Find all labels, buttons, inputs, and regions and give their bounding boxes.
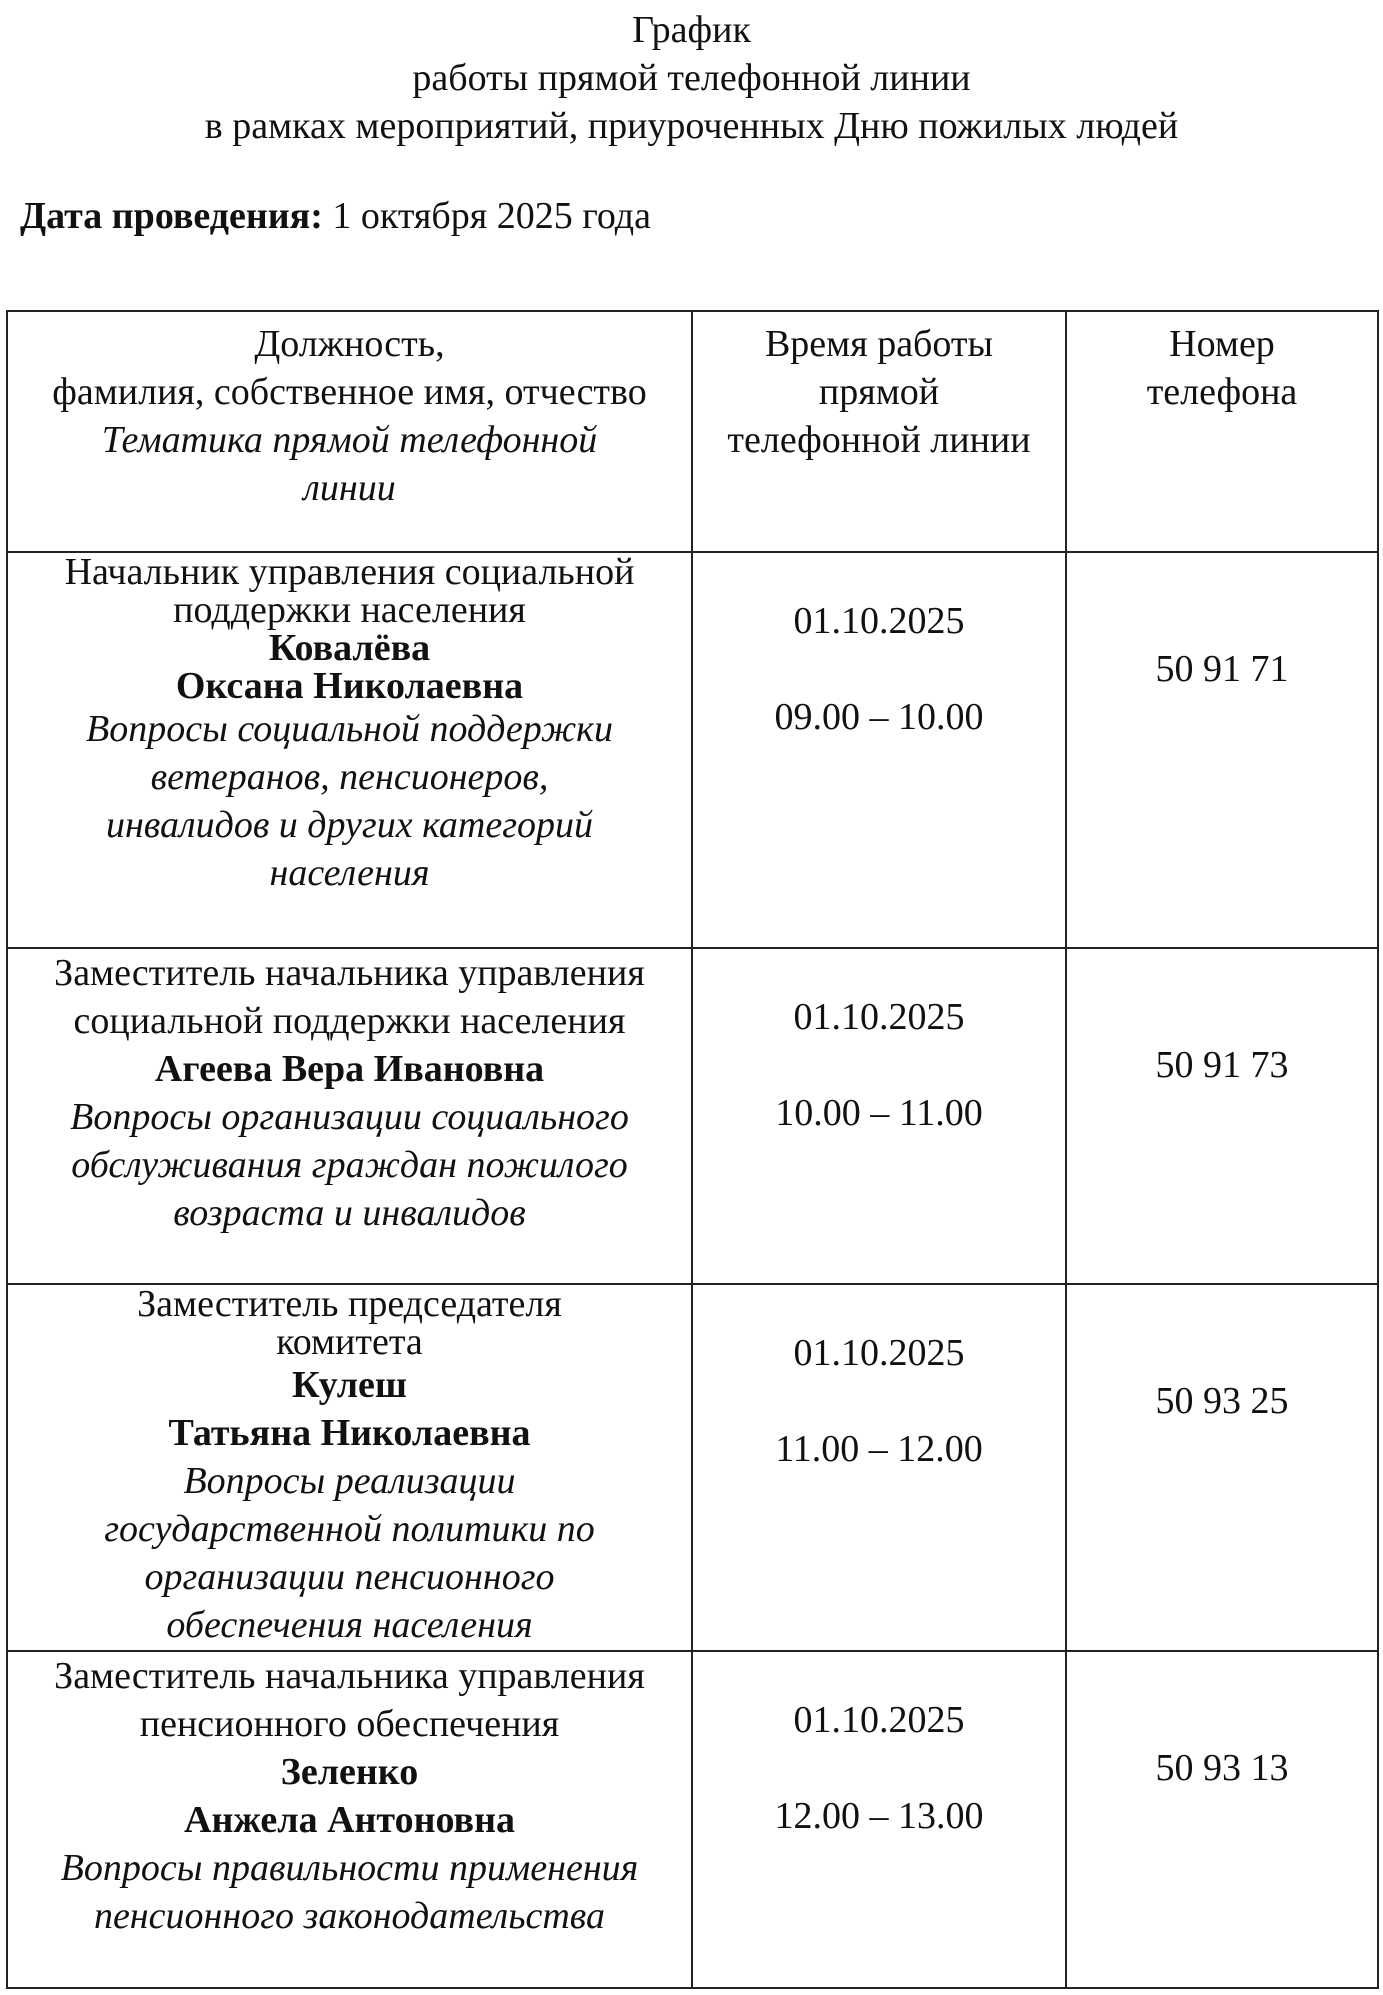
phone-number: 50 91 73 bbox=[1155, 1044, 1289, 1086]
topic-line: Вопросы реализации bbox=[183, 1460, 516, 1502]
person-name: Ковалёва bbox=[268, 627, 431, 669]
person-name: Оксана Николаевна bbox=[175, 665, 524, 707]
topic-line: Вопросы социальной поддержки bbox=[86, 708, 613, 750]
person-cell bbox=[7, 948, 692, 1284]
header-topic-line: линии bbox=[303, 467, 396, 509]
position-line: Заместитель председателя bbox=[137, 1283, 562, 1325]
topic-line: пенсионного законодательства bbox=[93, 1895, 606, 1937]
phone-cell bbox=[1066, 1651, 1378, 1988]
person-name: Агеева Вера Ивановна bbox=[154, 1048, 545, 1090]
header-time-line: прямой bbox=[818, 371, 940, 413]
header-position-line: Должность, bbox=[254, 323, 445, 365]
phone-cell bbox=[1066, 552, 1378, 948]
line-time: 09.00 – 10.00 bbox=[774, 696, 984, 738]
header-topic-line: Тематика прямой телефонной bbox=[101, 419, 598, 461]
phone-number: 50 91 71 bbox=[1155, 648, 1289, 690]
header-time-line: Время работы bbox=[764, 323, 994, 365]
topic-line: государственной политики по bbox=[104, 1508, 595, 1550]
topic-line: обслуживания граждан пожилого bbox=[71, 1144, 628, 1186]
position-line: пенсионного обеспечения bbox=[139, 1703, 560, 1745]
person-name: Кулеш bbox=[292, 1364, 407, 1406]
schedule-table bbox=[6, 310, 1379, 1989]
document-title bbox=[0, 6, 1383, 150]
phone-number: 50 93 13 bbox=[1155, 1747, 1289, 1789]
person-cell bbox=[7, 552, 692, 948]
person-name: Зеленко bbox=[280, 1751, 419, 1793]
event-date bbox=[20, 192, 651, 240]
time-cell bbox=[692, 1651, 1066, 1988]
header-phone-line: телефона bbox=[1146, 371, 1298, 413]
header-phone-line: Номер bbox=[1169, 323, 1275, 365]
position-line: Начальник управления социальной bbox=[64, 551, 635, 593]
topic-line: обеспечения населения bbox=[166, 1604, 533, 1646]
topic-line: инвалидов и других категорий bbox=[105, 804, 594, 846]
time-cell bbox=[692, 948, 1066, 1284]
person-cell bbox=[7, 1651, 692, 1988]
position-line: Заместитель начальника управления bbox=[54, 1655, 645, 1697]
header-time bbox=[692, 311, 1066, 552]
event-date-label: Дата проведения: bbox=[20, 195, 323, 237]
table-row bbox=[7, 948, 1378, 1284]
time-cell bbox=[692, 552, 1066, 948]
phone-cell bbox=[1066, 1284, 1378, 1651]
header-position-line: фамилия, собственное имя, отчество bbox=[52, 371, 647, 413]
phone-number: 50 93 25 bbox=[1155, 1380, 1289, 1422]
line-date: 01.10.2025 bbox=[793, 1699, 965, 1741]
person-cell bbox=[7, 1284, 692, 1651]
position-line: социальной поддержки населения bbox=[73, 1000, 626, 1042]
title-line-1: График bbox=[632, 9, 751, 51]
line-time: 11.00 – 12.00 bbox=[775, 1428, 983, 1470]
line-date: 01.10.2025 bbox=[793, 996, 965, 1038]
person-name: Анжела Антоновна bbox=[184, 1799, 515, 1841]
event-date-value: 1 октября 2025 года bbox=[332, 195, 651, 237]
table-header-row bbox=[7, 311, 1378, 552]
line-time: 10.00 – 11.00 bbox=[775, 1092, 983, 1134]
title-line-3: в рамках мероприятий, приуроченных Дню пожилых людей bbox=[204, 105, 1179, 147]
position-line: комитета bbox=[276, 1321, 423, 1363]
header-phone bbox=[1066, 311, 1378, 552]
header-time-line: телефонной линии bbox=[727, 419, 1031, 461]
topic-line: возраста и инвалидов bbox=[173, 1192, 526, 1234]
table-row bbox=[7, 1651, 1378, 1988]
header-position bbox=[7, 311, 692, 552]
line-time: 12.00 – 13.00 bbox=[774, 1795, 984, 1837]
topic-line: Вопросы организации социального bbox=[70, 1096, 629, 1138]
table-row bbox=[7, 1284, 1378, 1651]
phone-cell bbox=[1066, 948, 1378, 1284]
position-line: поддержки населения bbox=[173, 589, 526, 631]
line-date: 01.10.2025 bbox=[793, 1332, 965, 1374]
line-date: 01.10.2025 bbox=[793, 600, 965, 642]
topic-line: Вопросы правильности применения bbox=[60, 1847, 639, 1889]
time-cell bbox=[692, 1284, 1066, 1651]
table-row bbox=[7, 552, 1378, 948]
title-line-2: работы прямой телефонной линии bbox=[412, 57, 971, 99]
topic-line: организации пенсионного bbox=[144, 1556, 555, 1598]
topic-line: ветеранов, пенсионеров, bbox=[150, 756, 549, 798]
position-line: Заместитель начальника управления bbox=[54, 952, 645, 994]
topic-line: населения bbox=[269, 852, 430, 894]
person-name: Татьяна Николаевна bbox=[168, 1412, 531, 1454]
